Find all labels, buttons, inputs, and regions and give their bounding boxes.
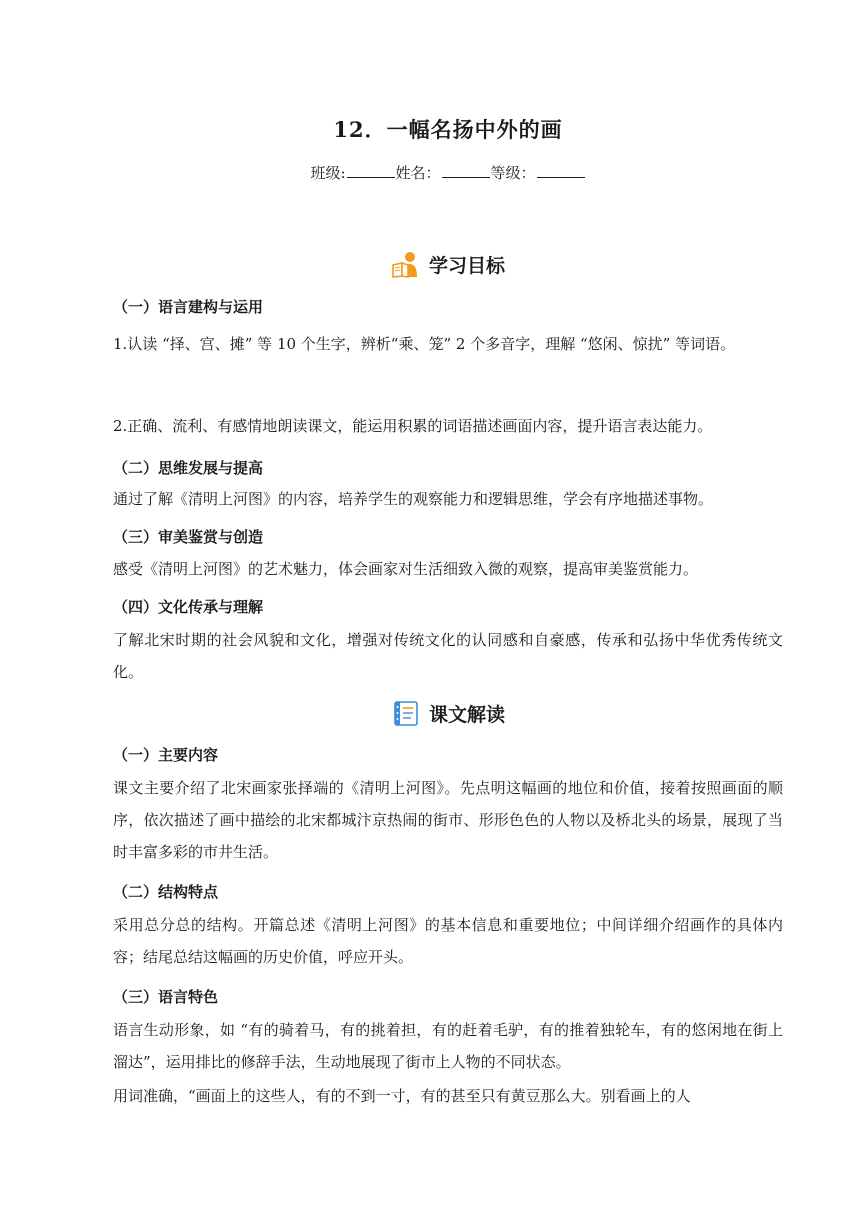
objectives-s3-heading: （三）审美鉴赏与创造 (113, 528, 264, 546)
interpretation-s3-p2: 用词准确，“画面上的这些人，有的不到一寸，有的甚至只有黄豆那么大。别看画上的人 (113, 1087, 691, 1105)
objectives-s4-p1: 了解北宋时期的社会风貌和文化，增强对传统文化的认同感和自豪感，传承和弘扬中华优秀传统文化。 (113, 631, 783, 681)
interpretation-s1-p1: 课文主要介绍了北宋画家张择端的《清明上河图》。先点明这幅画的地位和价值，接着按照画面的顺序，依次描述了画中描绘的北宋都城汴京热闹的街市、形形色色的人物以及桥北头的场景，展现了当时丰富多彩的市井生活。 (113, 779, 783, 861)
objectives-s4-heading: （四）文化传承与理解 (113, 598, 264, 616)
interpretation-s3-p1: 语言生动形象，如 “有的骑着马，有的挑着担，有的赶着毛驴，有的推着独轮车，有的悠闲地在街上溜达”，运用排比的修辞手法，生动地展现了街市上人物的不同状态。 (113, 1021, 783, 1071)
interpretation-s2-p1: 采用总分总的结构。开篇总述《清明上河图》的基本信息和重要地位；中间详细介绍画作的具体内容；结尾总结这幅画的历史价值，呼应开头。 (113, 916, 783, 966)
interpretation-s3-heading: （三）语言特色 (113, 988, 219, 1006)
document-title: 12．一幅名扬中外的画 (333, 117, 563, 142)
objectives-header (113, 250, 783, 278)
grade-blank[interactable] (537, 163, 585, 178)
objectives-header-label: 学习目标 (428, 254, 505, 277)
teacher-reading-icon (391, 250, 421, 278)
name-label: 姓名： (395, 164, 441, 182)
objectives-s2-p1: 通过了解《清明上河图》的内容，培养学生的观察能力和逻辑思维，学会有序地描述事物。 (113, 490, 714, 508)
student-info-line (113, 162, 783, 183)
objectives-s1-p2: 2.正确、流利、有感情地朗读课文，能运用积累的词语描述画面内容，提升语言表达能力。 (113, 417, 713, 435)
interpretation-header-label: 课文解读 (428, 703, 505, 726)
grade-label: 等级： (490, 164, 536, 182)
interpretation-s2-heading: （二）结构特点 (113, 883, 219, 901)
interpretation-s1-heading: （一）主要内容 (113, 746, 219, 764)
interpretation-header (113, 699, 783, 727)
objectives-s2-heading: （二）思维发展与提高 (113, 459, 264, 477)
class-label: 班级: (310, 164, 346, 182)
notebook-icon (391, 699, 421, 727)
objectives-s1-heading: （一）语言建构与运用 (113, 298, 264, 316)
name-blank[interactable] (442, 163, 490, 178)
objectives-s3-p1: 感受《清明上河图》的艺术魅力，体会画家对生活细致入微的观察，提高审美鉴赏能力。 (113, 560, 699, 578)
class-blank[interactable] (347, 163, 395, 178)
objectives-s1-p1: 1.认读 “择、宫、摊” 等 10 个生字，辨析“乘、笼” 2 个多音字，理解 “悠闲、惊扰” 等词语。 (113, 335, 736, 353)
